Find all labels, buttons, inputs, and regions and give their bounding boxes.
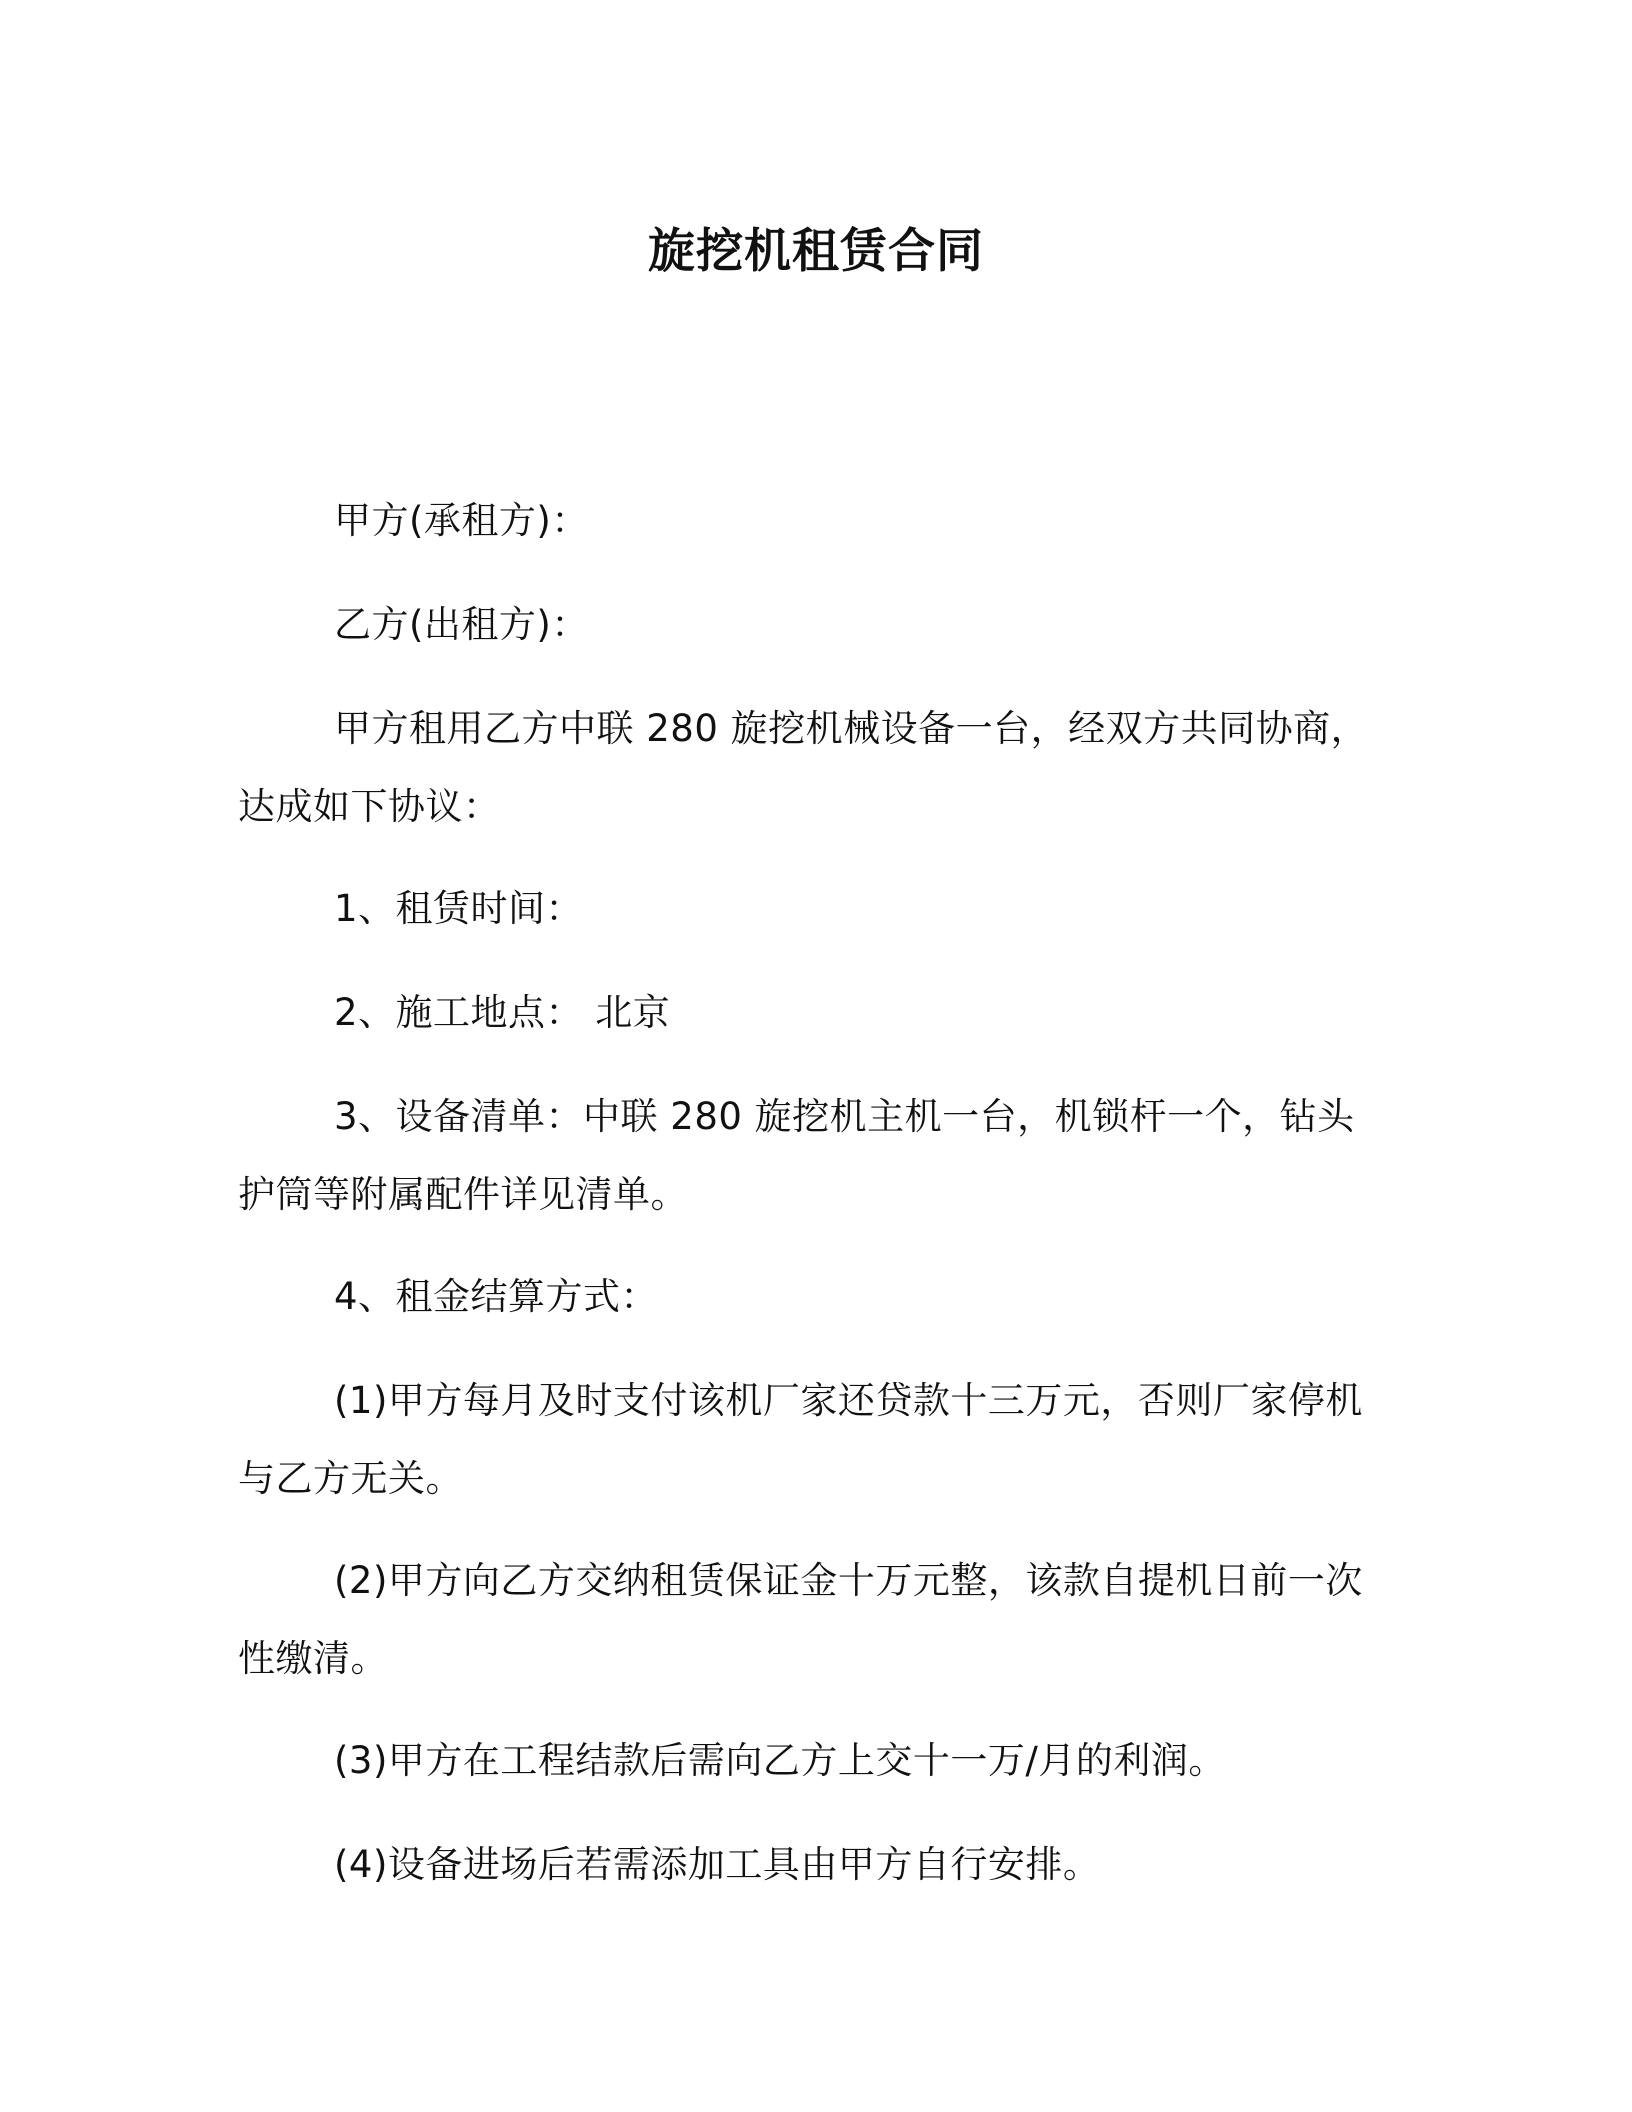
clause-2-location: 2、施工地点： 北京 bbox=[334, 991, 671, 1034]
clause-4-payment-method: 4、租金结算方式： bbox=[334, 1275, 659, 1318]
clause-4-item-2: (2)甲方向乙方交纳租赁保证金十万元整，该款自提机日前一次性缴清。 bbox=[238, 1559, 1363, 1680]
document-title: 旋挖机租赁合同 bbox=[648, 224, 984, 279]
clause-4-item-3: (3)甲方在工程结款后需向乙方上交十一万/月的利润。 bbox=[334, 1739, 1226, 1782]
clause-3-equipment-list: 3、设备清单：中联 280 旋挖机主机一台，机锁杆一个，钻头护筒等附属配件详见清单。 bbox=[238, 1095, 1355, 1216]
party-a-line: 甲方(承租方)： bbox=[334, 499, 589, 542]
clause-4-item-4: (4)设备进场后若需添加工具由甲方自行安排。 bbox=[334, 1843, 1101, 1886]
clause-1-lease-term: 1、租赁时间： bbox=[334, 887, 584, 930]
clause-4-item-1: (1)甲方每月及时支付该机厂家还贷款十三万元，否则厂家停机与乙方无关。 bbox=[238, 1379, 1363, 1500]
party-b-line: 乙方(出租方)： bbox=[334, 603, 589, 646]
intro-paragraph: 甲方租用乙方中联 280 旋挖机械设备一台，经双方共同协商，达成如下协议： bbox=[238, 707, 1369, 828]
